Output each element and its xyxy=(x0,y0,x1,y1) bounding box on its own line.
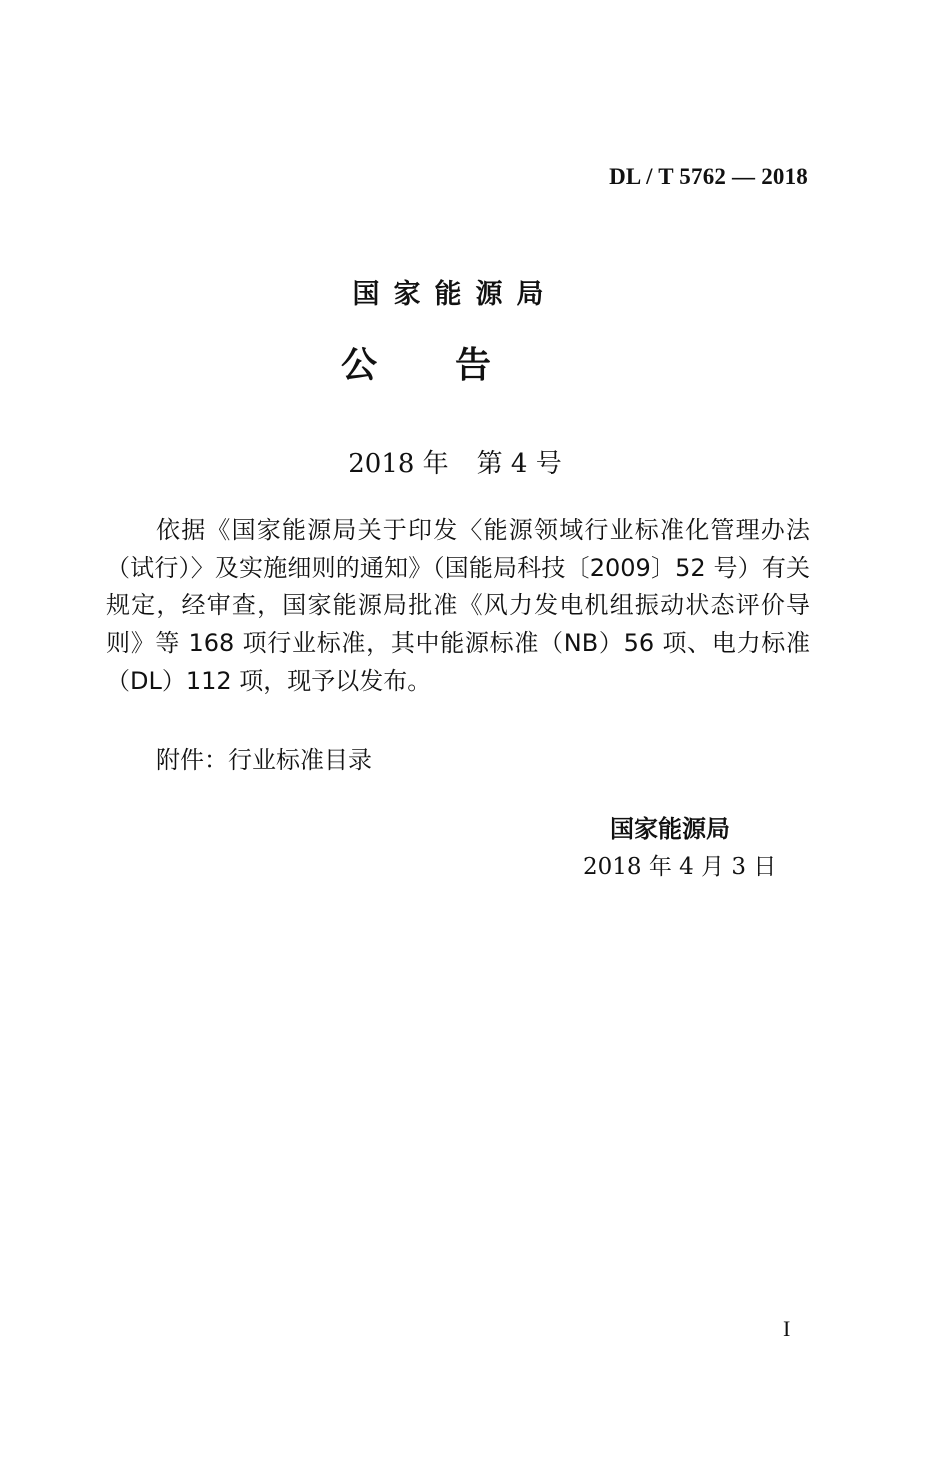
notice-title: 公告 xyxy=(340,345,569,386)
page-number: I xyxy=(783,1316,791,1341)
attachment-line: 附件：行业标准目录 xyxy=(156,746,372,774)
issue-year: 2018 年 xyxy=(348,449,449,479)
signature-organization: 国家能源局 xyxy=(610,815,730,843)
issue-number: 第 4 号 xyxy=(476,449,562,479)
standard-code: DL / T 5762 — 2018 xyxy=(609,164,808,189)
issue-number-line xyxy=(0,443,910,480)
notice-body: 依据《国家能源局关于印发〈能源领域行业标准化管理办法（试行）〉及实施细则的通知》（国能局科技〔2009〕52 号）有关规定，经审查，国家能源局批准《风力发电机组振动状态评价导则》等 168 项行业标准，其中能源标准（NB）56 项、电力标准（DL）112 项，现予以发布。 xyxy=(106,516,810,695)
signature-date: 2018 年 4 月 3 日 xyxy=(583,854,777,880)
issuing-authority: 国家能源局 xyxy=(352,279,558,310)
